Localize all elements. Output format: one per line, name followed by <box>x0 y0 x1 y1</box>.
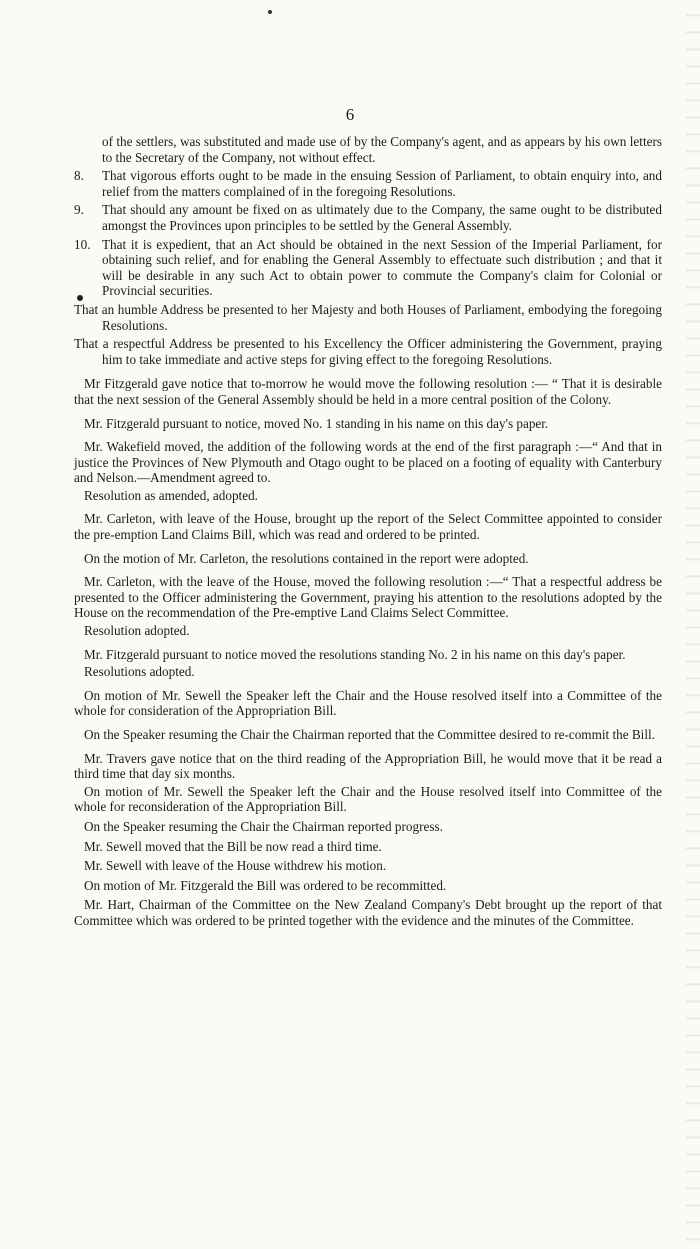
item-number: 9. <box>74 202 84 218</box>
paragraph: On motion of Mr. Sewell the Speaker left the Chair and the House resolved itself into a Committee of the whole for consideration of the Appropriation Bill. <box>74 687 662 719</box>
item-number: 8. <box>74 168 84 184</box>
list-item: 8. That vigorous efforts ought to be made in the ensuing Session of Parliament, to obtain enquiry into, and relief from the matters complained of in the foregoing Resolutions. <box>74 168 662 199</box>
paragraph: On the Speaker resuming the Chair the Chairman reported progress. <box>84 818 443 834</box>
list-item: 9. That should any amount be fixed on as ultimately due to the Company, the same ought to be distributed amongst the Provinces upon principles to be settled by the General Assembly. <box>74 202 662 233</box>
page-number: 6 <box>345 105 355 124</box>
paragraph: Mr. Sewell with leave of the House withdrew his motion. <box>84 858 387 874</box>
list-item: That a respectful Address be presented to his Excellency the Officer administering the Government, praying him to take immediate and active steps for giving effect to the foregoing Resolutions. <box>74 336 662 367</box>
paragraph: Mr. Fitzgerald pursuant to notice moved the resolutions standing No. 2 in his name on this day's paper. <box>84 646 626 662</box>
paragraph: Mr. Hart, Chairman of the Committee on the New Zealand Company's Debt brought up the report of that Committee which was ordered to be printed together with the evidence and the minutes of the Committee. <box>74 897 662 928</box>
paragraph: Resolution as amended, adopted. <box>84 487 258 503</box>
paragraph: Mr. Fitzgerald pursuant to notice, moved No. 1 standing in his name on this day's paper. <box>84 415 549 431</box>
page-body <box>74 134 662 937</box>
list-item: 10. That it is expedient, that an Act should be obtained in the next Session of the Imperial Parliament, for obtaining such relief, and for enabling the General Assembly to effectuate such distribution ; and that it will be desirable in any such Act to obtain power to commute the Company's claim for Colonial or Provincial securities. <box>74 236 662 299</box>
ink-mark <box>268 10 272 14</box>
paragraph: Mr Fitzgerald gave notice that to-morrow he would move the following resolution :— “ That it is desirable that the next session of the General Assembly should be held in a more central position of the Colony. <box>74 376 662 407</box>
ink-mark <box>77 295 83 301</box>
item-number: 10. <box>74 236 91 252</box>
paragraph: On motion of Mr. Fitzgerald the Bill was ordered to be recommitted. <box>84 877 447 893</box>
paragraph: Mr. Carleton, with the leave of the House, moved the following resolution :—“ That a respectful address be presented to the Officer administering the Government, praying his attention to the resolutions adopted by the House on the recommendation of the Pre-emptive Land Claims Select Committee. <box>74 574 662 621</box>
paragraph: Mr. Wakefield moved, the addition of the following words at the end of the first paragraph :—“ And that in justice the Provinces of New Plymouth and Otago ought to be placed on a footing of equality with Canterbury and Nelson.—Amendment agreed to. <box>74 439 662 486</box>
page-edge <box>686 0 700 1249</box>
paragraph: Mr. Carleton, with leave of the House, brought up the report of the Select Committee appointed to consider the pre-emption Land Claims Bill, which was read and ordered to be printed. <box>74 511 662 543</box>
list-item: That an humble Address be presented to her Majesty and both Houses of Parliament, embodying the foregoing Resolutions. <box>74 301 662 333</box>
paragraph: Mr. Travers gave notice that on the third reading of the Appropriation Bill, he would move that it be read a third time that day six months. <box>74 750 662 782</box>
paragraph: On the Speaker resuming the Chair the Chairman reported that the Committee desired to re-commit the Bill. <box>84 727 655 742</box>
paragraph: Mr. Sewell moved that the Bill be now read a third time. <box>84 838 382 854</box>
paragraph: On motion of Mr. Sewell the Speaker left the Chair and the House resolved itself into Committee of the whole for reconsideration of the Appropriation Bill. <box>74 783 662 815</box>
paragraph: On the motion of Mr. Carleton, the resolutions contained in the report were adopted. <box>84 550 529 566</box>
paragraph: Resolutions adopted. <box>84 664 195 680</box>
paragraph: Resolution adopted. <box>84 623 190 639</box>
list-item: of the settlers, was substituted and made use of by the Company's agent, and as appears by his own letters to the Secretary of the Company, not without effect. <box>102 134 662 165</box>
